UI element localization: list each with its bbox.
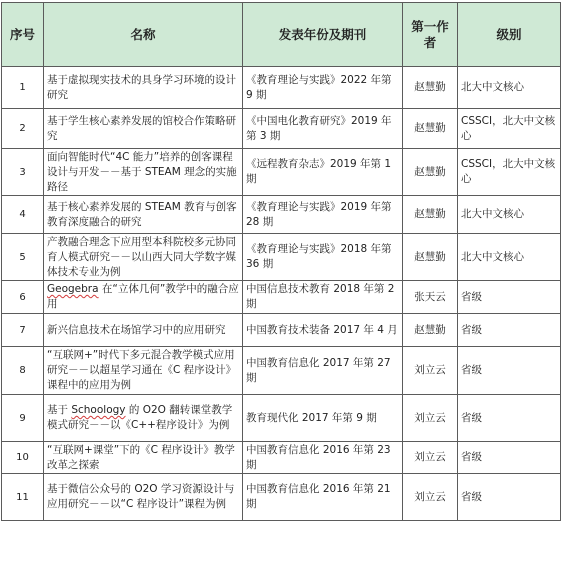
cell-level: 北大中文核心 bbox=[458, 234, 561, 281]
header-index: 序号 bbox=[2, 3, 44, 67]
cell-journal: 教育现代化 2017 年第 9 期 bbox=[243, 395, 403, 442]
table-header-row bbox=[2, 3, 561, 67]
cell-index: 2 bbox=[2, 109, 44, 149]
publication-table-container bbox=[1, 2, 560, 521]
cell-author: 赵慧勤 bbox=[403, 314, 458, 347]
cell-index: 8 bbox=[2, 347, 44, 395]
cell-index: 5 bbox=[2, 234, 44, 281]
table-row bbox=[2, 281, 561, 314]
cell-level: 省级 bbox=[458, 347, 561, 395]
header-first-author: 第一作者 bbox=[403, 3, 458, 67]
cell-author: 赵慧勤 bbox=[403, 234, 458, 281]
cell-title: “互联网+课堂”下的《C 程序设计》教学改革之探索 bbox=[44, 442, 243, 474]
cell-journal: 中国教育技术装备 2017 年 4 月 bbox=[243, 314, 403, 347]
cell-index: 1 bbox=[2, 67, 44, 109]
cell-title: 基于微信公众号的 O2O 学习资源设计与应用研究－－以“C 程序设计”课程为例 bbox=[44, 474, 243, 521]
cell-level: 省级 bbox=[458, 314, 561, 347]
table-row bbox=[2, 196, 561, 234]
cell-author: 刘立云 bbox=[403, 474, 458, 521]
cell-author: 赵慧勤 bbox=[403, 109, 458, 149]
header-journal: 发表年份及期刊 bbox=[243, 3, 403, 67]
cell-journal: 中国教育信息化 2017 年第 27 期 bbox=[243, 347, 403, 395]
table-row bbox=[2, 442, 561, 474]
cell-level: 省级 bbox=[458, 395, 561, 442]
cell-author: 赵慧勤 bbox=[403, 67, 458, 109]
cell-title: 基于学生核心素养发展的馆校合作策略研究 bbox=[44, 109, 243, 149]
cell-journal: 《教育理论与实践》2022 年第 9 期 bbox=[243, 67, 403, 109]
cell-author: 赵慧勤 bbox=[403, 149, 458, 196]
table-row bbox=[2, 395, 561, 442]
table-row bbox=[2, 314, 561, 347]
cell-journal: 中国教育信息化 2016 年第 21 期 bbox=[243, 474, 403, 521]
cell-author: 张天云 bbox=[403, 281, 458, 314]
header-level: 级别 bbox=[458, 3, 561, 67]
cell-level: 北大中文核心 bbox=[458, 196, 561, 234]
cell-author: 刘立云 bbox=[403, 347, 458, 395]
cell-title: 基于核心素养发展的 STEAM 教育与创客教育深度融合的研究 bbox=[44, 196, 243, 234]
cell-title: 产教融合理念下应用型本科院校多元协同育人模式研究－－以山西大同大学数字媒体技术专业为例 bbox=[44, 234, 243, 281]
cell-title: “互联网+”时代下多元混合教学模式应用研究－－以超星学习通在《C 程序设计》课程中的应用为例 bbox=[44, 347, 243, 395]
spellcheck-flagged-word: Schoology bbox=[71, 404, 126, 416]
cell-index: 7 bbox=[2, 314, 44, 347]
table-row bbox=[2, 347, 561, 395]
cell-author: 刘立云 bbox=[403, 395, 458, 442]
cell-level: CSSCI，北大中文核心 bbox=[458, 109, 561, 149]
table-row bbox=[2, 67, 561, 109]
cell-title: 面向智能时代“4C 能力”培养的创客课程设计与开发－－基于 STEAM 理念的实施路径 bbox=[44, 149, 243, 196]
cell-index: 6 bbox=[2, 281, 44, 314]
cell-index: 10 bbox=[2, 442, 44, 474]
cell-journal: 中国信息技术教育 2018 年第 2 期 bbox=[243, 281, 403, 314]
table-row bbox=[2, 109, 561, 149]
cell-level: 省级 bbox=[458, 442, 561, 474]
cell-journal: 中国教育信息化 2016 年第 23 期 bbox=[243, 442, 403, 474]
cell-level: 省级 bbox=[458, 474, 561, 521]
cell-level: CSSCI，北大中文核心 bbox=[458, 149, 561, 196]
cell-index: 9 bbox=[2, 395, 44, 442]
cell-title-prefix: 基于 bbox=[47, 404, 72, 416]
cell-title: 基于虚拟现实技术的具身学习环境的设计研究 bbox=[44, 67, 243, 109]
table-row bbox=[2, 474, 561, 521]
publication-table bbox=[1, 2, 561, 521]
cell-level: 北大中文核心 bbox=[458, 67, 561, 109]
table-row bbox=[2, 149, 561, 196]
spellcheck-flagged-word: Geogebra bbox=[47, 283, 99, 295]
header-title: 名称 bbox=[44, 3, 243, 67]
cell-author: 赵慧勤 bbox=[403, 196, 458, 234]
cell-journal: 《中国电化教育研究》2019 年第 3 期 bbox=[243, 109, 403, 149]
table-row bbox=[2, 234, 561, 281]
cell-level: 省级 bbox=[458, 281, 561, 314]
cell-title-text: 的 O2O 翻转课堂教学模式研究－－以《C++程序设计》为例 bbox=[47, 404, 233, 431]
cell-title: 新兴信息技术在场馆学习中的应用研究 bbox=[44, 314, 243, 347]
cell-journal: 《教育理论与实践》2018 年第 36 期 bbox=[243, 234, 403, 281]
cell-index: 4 bbox=[2, 196, 44, 234]
cell-journal: 《教育理论与实践》2019 年第 28 期 bbox=[243, 196, 403, 234]
cell-index: 11 bbox=[2, 474, 44, 521]
cell-title-text: 在“立体几何”教学中的融合应用 bbox=[47, 283, 239, 310]
cell-journal: 《远程教育杂志》2019 年第 1 期 bbox=[243, 149, 403, 196]
cell-author: 刘立云 bbox=[403, 442, 458, 474]
cell-index: 3 bbox=[2, 149, 44, 196]
cell-title bbox=[44, 395, 243, 442]
cell-title bbox=[44, 281, 243, 314]
